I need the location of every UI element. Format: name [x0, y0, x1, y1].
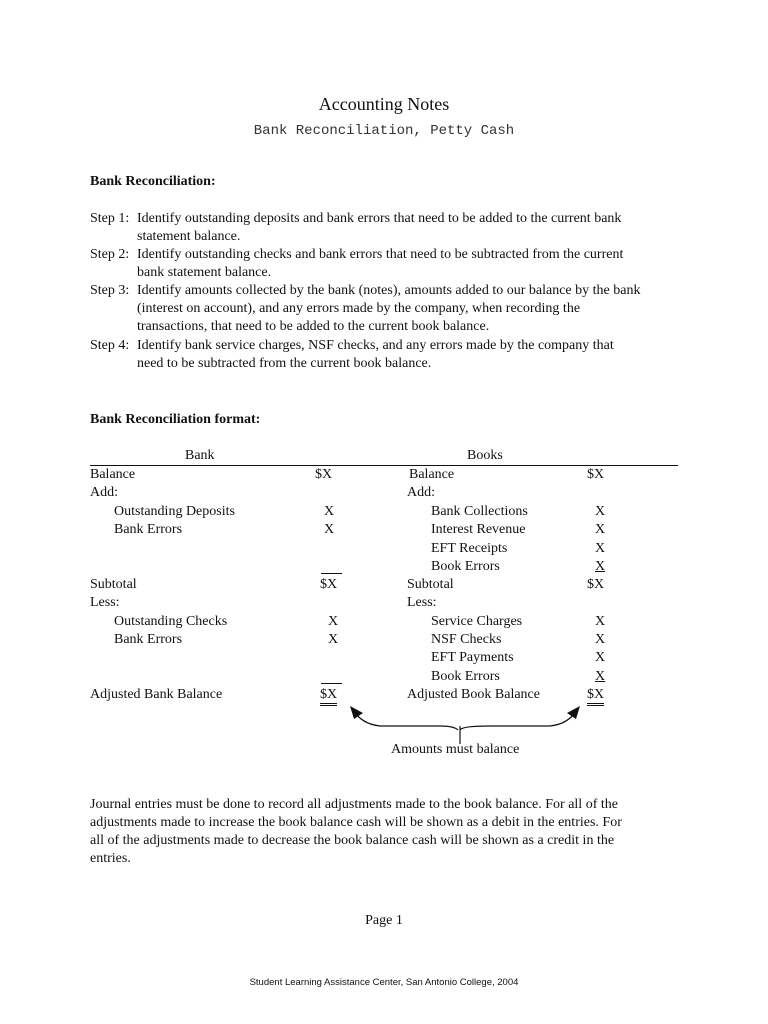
- paragraph-line: all of the adjustments made to decrease the book balance cash will be shown as a credit in the: [90, 833, 615, 848]
- books-less-label: Less:: [407, 595, 437, 610]
- paragraph-line: Journal entries must be done to record all adjustments made to the book balance. For all of the: [90, 797, 618, 812]
- step-label: Step 2:: [90, 247, 130, 262]
- books-eft-receipts-value: X: [595, 541, 606, 556]
- journal-entries-paragraph: [90, 796, 690, 868]
- page-number: Page 1: [365, 913, 403, 928]
- step-4: [90, 337, 690, 373]
- bank-outstanding-deposits-label: Outstanding Deposits: [114, 504, 235, 519]
- bank-outstanding-deposits-value: X: [324, 504, 335, 519]
- books-service-charges-label: Service Charges: [431, 614, 523, 629]
- document-title: Accounting Notes: [318, 94, 450, 114]
- bank-subtotal-value: $X: [320, 577, 338, 592]
- bank-errors-less-label: Bank Errors: [114, 632, 183, 647]
- step-text: Identify amounts collected by the bank (notes), amounts added to our balance by the bank: [137, 283, 641, 298]
- bank-outstanding-checks-value: X: [328, 614, 339, 629]
- books-adjusted-label: Adjusted Book Balance: [407, 687, 540, 702]
- books-subtotal-label: Subtotal: [407, 577, 454, 592]
- bank-less-label: Less:: [90, 595, 120, 610]
- bank-balance-label: Balance: [90, 467, 136, 482]
- books-interest-revenue-value: X: [595, 522, 606, 537]
- books-book-errors-add-label: Book Errors: [431, 559, 500, 574]
- books-interest-revenue-label: Interest Revenue: [431, 522, 526, 537]
- step-text: Identify bank service charges, NSF checks, and any errors made by the company that: [137, 338, 614, 353]
- books-add-label: Add:: [407, 485, 435, 500]
- document-subtitle: Bank Reconciliation, Petty Cash: [253, 123, 515, 139]
- books-bank-collections-value: X: [595, 504, 606, 519]
- footer: Student Learning Assistance Center, San Antonio College, 2004: [249, 977, 519, 988]
- books-service-charges-value: X: [595, 614, 606, 629]
- books-eft-receipts-label: EFT Receipts: [431, 541, 508, 556]
- paragraph-line: entries.: [90, 851, 131, 866]
- books-eft-payments-value: X: [595, 650, 606, 665]
- books-book-errors-add-value: X: [595, 559, 606, 574]
- books-balance-value: $X: [587, 467, 605, 482]
- step-2: [90, 246, 690, 282]
- step-text: statement balance.: [137, 229, 241, 244]
- books-book-errors-less-label: Book Errors: [431, 669, 500, 684]
- step-label: Step 1:: [90, 211, 130, 226]
- books-eft-payments-label: EFT Payments: [431, 650, 514, 665]
- step-text: bank statement balance.: [137, 265, 272, 280]
- step-text: Identify outstanding deposits and bank errors that need to be added to the current bank: [137, 211, 622, 226]
- balance-note: Amounts must balance: [391, 742, 520, 757]
- bank-outstanding-checks-label: Outstanding Checks: [114, 614, 228, 629]
- bank-errors-add-label: Bank Errors: [114, 522, 183, 537]
- paragraph-line: adjustments made to increase the book balance cash will be shown as a debit in the entries. For: [90, 815, 622, 830]
- step-3: [90, 282, 690, 336]
- bank-subtotal-rule: [321, 573, 342, 574]
- step-text: Identify outstanding checks and bank errors that need to be subtracted from the current: [137, 247, 624, 262]
- bank-adjusted-label: Adjusted Bank Balance: [90, 687, 223, 702]
- bank-add-label: Add:: [90, 485, 118, 500]
- section-heading-reconciliation-format: Bank Reconciliation format:: [90, 412, 261, 427]
- bank-column-header: Bank: [185, 448, 215, 463]
- step-text: (interest on account), and any errors made by the company, when recording the: [137, 301, 581, 316]
- bank-adjusted-value: $X: [320, 687, 337, 706]
- bank-errors-add-value: X: [324, 522, 335, 537]
- step-text: need to be subtracted from the current book balance.: [137, 356, 432, 371]
- step-1: [90, 210, 690, 246]
- books-nsf-checks-label: NSF Checks: [431, 632, 502, 647]
- bank-balance-value: $X: [315, 467, 333, 482]
- books-book-errors-less-value: X: [595, 669, 606, 684]
- section-heading-bank-reconciliation: Bank Reconciliation:: [90, 174, 216, 189]
- bank-adjusted-rule: [321, 683, 342, 684]
- step-text: transactions, that need to be added to the current book balance.: [137, 319, 490, 334]
- books-bank-collections-label: Bank Collections: [431, 504, 528, 519]
- bank-subtotal-label: Subtotal: [90, 577, 137, 592]
- books-adjusted-value: $X: [587, 687, 604, 706]
- step-label: Step 3:: [90, 283, 130, 298]
- books-subtotal-value: $X: [587, 577, 605, 592]
- bank-errors-less-value: X: [328, 632, 339, 647]
- books-nsf-checks-value: X: [595, 632, 606, 647]
- books-column-header: Books: [467, 448, 503, 463]
- step-label: Step 4:: [90, 338, 130, 353]
- books-balance-label: Balance: [409, 467, 455, 482]
